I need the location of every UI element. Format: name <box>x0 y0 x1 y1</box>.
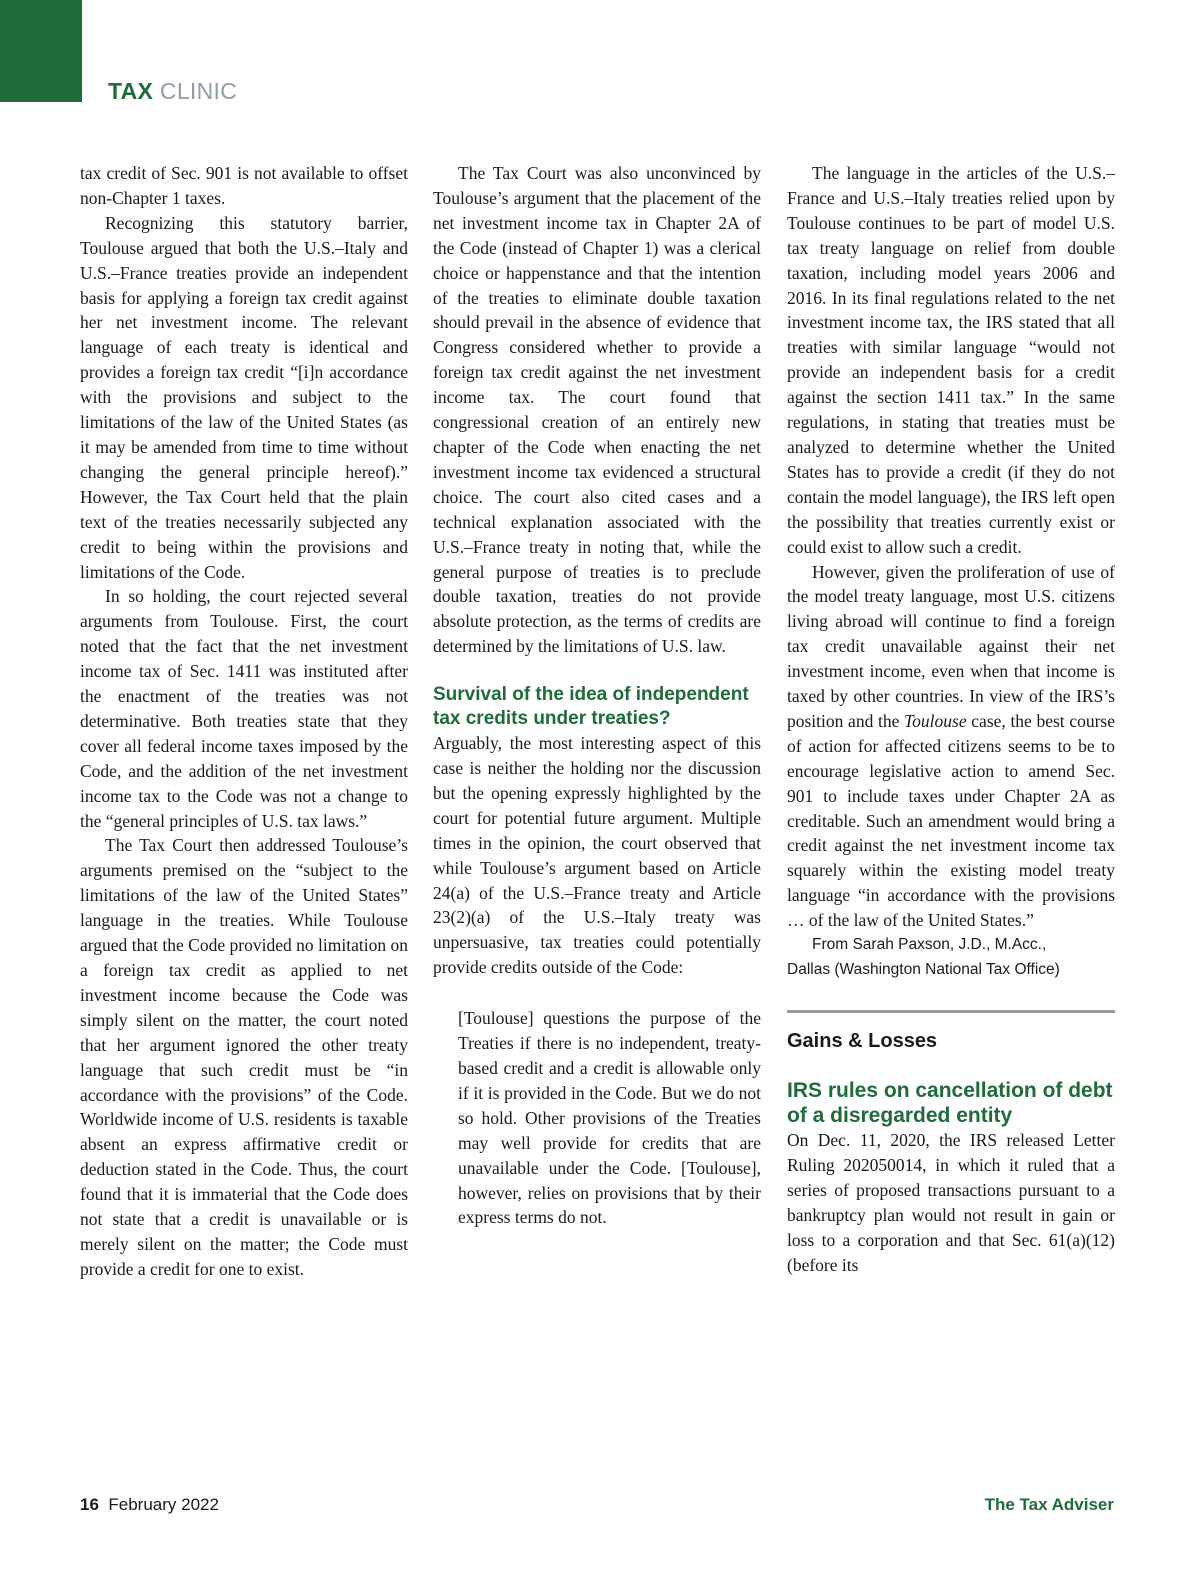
paragraph: The Tax Court was also unconvinced by Toulouse’s argument that the placement of the net investment income tax in Chapter 2A of the Code (instead of Chapter 1) was a clerical choice or happenstance and that the intention of the treaties to eliminate double taxation should prevail in the absence of evidence that Congress considered whether to provide a foreign tax credit against the net investment income tax. The court found that congressional creation of an entirely new chapter of the Code when enacting the net investment income tax evidenced a structural choice. The court also cited cases and a technical explanation associated with the U.S.–France treaty in noting that, while the general purpose of treaties is to preclude double taxation, treaties do not provide absolute protection, as the terms of credits are determined by the limitations of U.S. law. <box>433 163 761 657</box>
section-divider <box>787 1010 1115 1013</box>
paragraph: Recognizing this statutory barrier, Toulouse argued that both the U.S.–Italy and U.S.–France treaties provide an independent basis for applying a foreign tax credit against her net investment income. The relevant language of each treaty is identical and provides a foreign tax credit “[i]n accordance with the provisions and subject to the limitations of the law of the United States (as it may be amended from time to time without changing the general principle hereof).” However, the Tax Court held that the plain text of the treaties necessarily subjected any credit to being within the provisions and limitations of the Code. <box>80 212 408 582</box>
column-3 <box>787 161 1115 1277</box>
paragraph: Arguably, the most interesting aspect of this case is neither the holding nor the discussion but the opening expressly highlighted by the court for potential future argument. Multiple times in the opinion, the court observed that while Toulouse’s argument based on Article 24(a) of the U.S.–France treaty and Article 23(2)(a) of the U.S.–Italy treaty was unpersuasive, tax treaties could potentially provide credits outside of the Code: <box>433 733 761 978</box>
paragraph: On Dec. 11, 2020, the IRS released Letter Ruling 202050014, in which it ruled that a series of proposed transactions pursuant to a bankruptcy plan would not result in gain or loss to a corporation and that Sec. 61(a)(12) (before its <box>787 1130 1115 1275</box>
author-attribution: From Sarah Paxson, J.D., M.Acc., <box>812 936 1047 954</box>
block-quote: [Toulouse] questions the purpose of the Treaties if there is no independent, treaty-based credit and a credit is allowable only if it is provided in the Code. But we do not so hold. Other provisions of the Treaties may well provide for credits that are unavailable under the Code. [Toulouse], however, relies on provisions that by their express terms do not. <box>458 1008 761 1228</box>
paragraph: The language in the articles of the U.S.–France and U.S.–Italy treaties relied upon by Toulouse continues to be part of model U.S. tax treaty language on relief from double taxation, including model years 2006 and 2016. In its final regulations related to the net investment income tax, the IRS stated that all treaties with similar language “would not provide an independent basis for a credit against the section 1411 tax.” In the same regulations, in stating that treaties must be analyzed to determine whether the United States has to provide a credit (if they do not contain the model language), the IRS left open the possibility that treaties currently exist or could exist to allow such a credit. <box>787 163 1115 557</box>
paragraph: tax credit of Sec. 901 is not available to offset non-Chapter 1 taxes. <box>80 163 408 208</box>
paragraph-text: case, the best course of action for affected citizens seems to be to encourage legislative action to amend Sec. 901 to include taxes under Chapter 2A as creditable. Such an amendment would bring a credit against the net investment income tax squarely within the existing model treaty language “in accordance with the provisions … of the law of the United States.” <box>787 710 1116 931</box>
section-label <box>108 78 237 105</box>
paragraph-text: However, given the proliferation of use of the model treaty language, most U.S. citizens living abroad will continue to find a foreign tax credit unavailable against their net investment income, even when that income is taxed by other countries. In view of the IRS’s position and the <box>787 561 1115 731</box>
article-heading: IRS rules on cancellation of debt of a disregarded entity <box>787 1079 1113 1127</box>
subsection-heading: Survival of the idea of independent tax credits under treaties? <box>433 684 749 730</box>
section-color-tab <box>0 0 82 102</box>
case-name: Toulouse <box>904 710 967 731</box>
page-number: 16 <box>80 1495 99 1514</box>
department-title: Gains & Losses <box>787 1030 938 1053</box>
page-footer-left <box>80 1495 219 1515</box>
section-label-bold: TAX <box>108 78 154 104</box>
paragraph <box>787 560 1115 934</box>
publication-name: The Tax Adviser <box>984 1495 1114 1514</box>
issue-date: February 2022 <box>108 1495 219 1514</box>
section-label-light: CLINIC <box>159 78 238 104</box>
column-1 <box>80 161 408 1282</box>
paragraph: In so holding, the court rejected several arguments from Toulouse. First, the court noted that the fact that the net investment income tax of Sec. 1411 was instituted after the enactment of the treaties was not determinative. Both treaties state that they cover all federal income taxes imposed by the Code, and the addition of the net investment income tax to the Code was not a change to the “general principles of U.S. tax laws.” <box>80 586 408 831</box>
author-affiliation: Dallas (Washington National Tax Office) <box>787 960 1060 978</box>
paragraph: The Tax Court then addressed Toulouse’s arguments premised on the “subject to the limitations of the law of the United States” language in the treaties. While Toulouse argued that the Code provided no limitation on a foreign tax credit as applied to net investment income because the Code was simply silent on the matter, the court noted that her argument ignored the other treaty language that such credit must be “in accordance with the provisions” of the Code. Worldwide income of U.S. residents is taxable absent an express affirmative credit or deduction stated in the Code. Thus, the court found that it is immaterial that the Code does not state that a credit is unavailable or is merely silent on the matter; the Code must provide a credit for one to exist. <box>80 835 408 1279</box>
column-2 <box>433 161 761 1230</box>
